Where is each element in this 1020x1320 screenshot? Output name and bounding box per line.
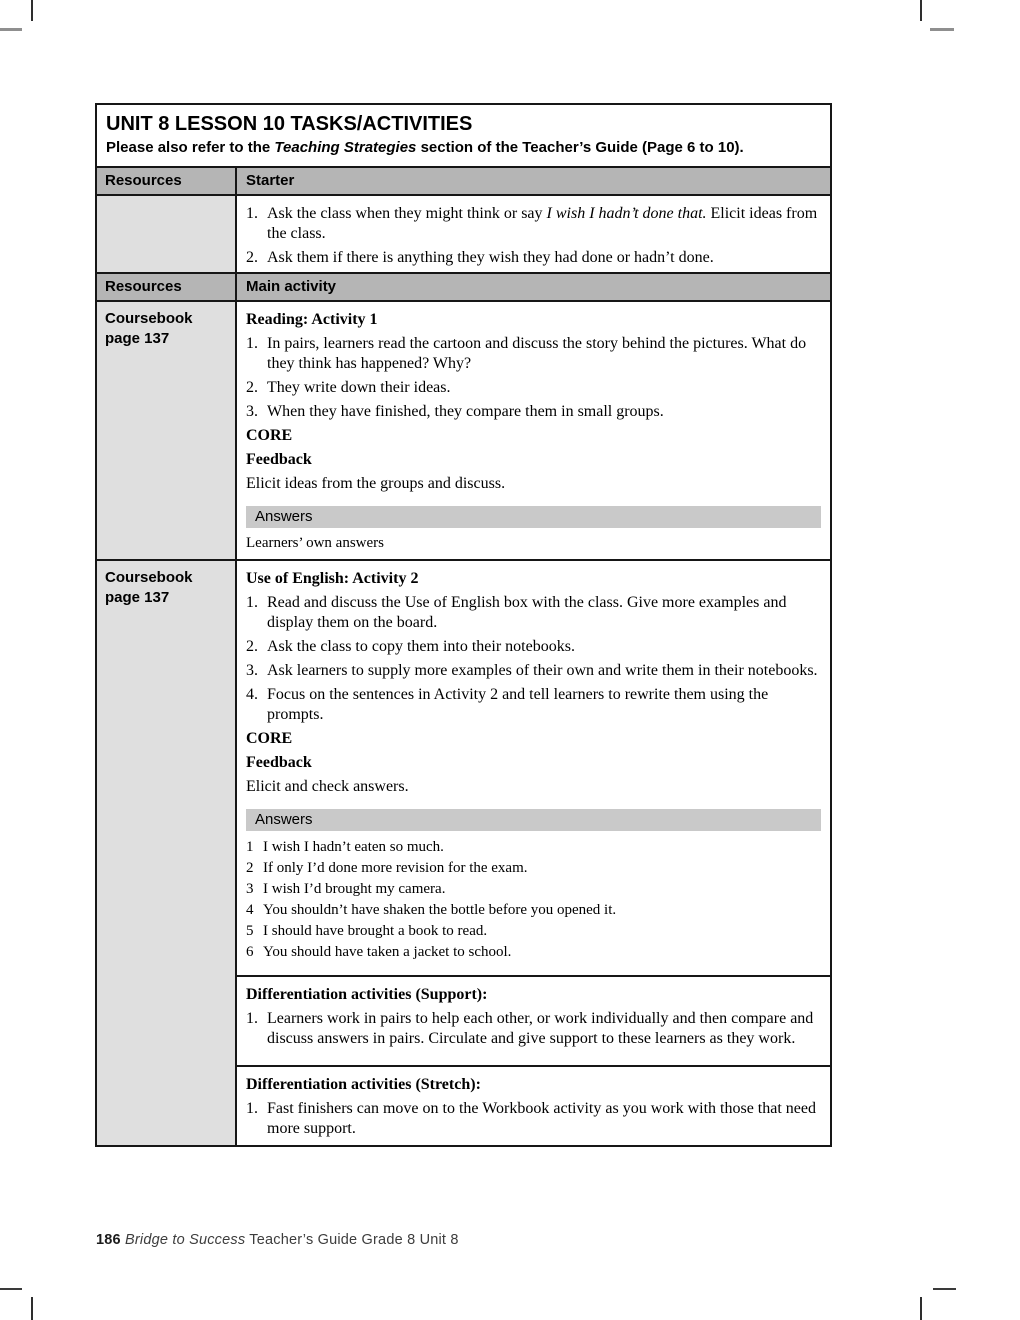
list-text: Focus on the sentences in Activity 2 and tell learners to rewrite them using the prompts. — [267, 685, 769, 723]
list-text: Ask the class to copy them into their notebooks. — [267, 637, 575, 655]
starter-resources-cell — [97, 196, 235, 272]
activity-heading: Reading: Activity 1 — [246, 310, 378, 328]
use-of-english-content-stack — [235, 561, 830, 1145]
crop-mark-top-left-horizontal — [0, 28, 22, 31]
use-item-3 — [246, 661, 821, 681]
answer-text: You should have taken a jacket to school. — [263, 943, 512, 960]
subtitle-suffix: section of the Teacher’s Guide (Page 6 to 10). — [416, 139, 744, 156]
feedback-text: Elicit ideas from the groups and discuss. — [246, 474, 506, 492]
answer-text: I wish I’d brought my camera. — [263, 880, 446, 897]
list-text: Ask the class when they might think or say I wish I hadn’t done that. Elicit ideas from the class. — [267, 204, 818, 242]
starter-item-2 — [246, 248, 821, 268]
differentiation-stretch-heading: Differentiation activities (Stretch): — [246, 1075, 481, 1093]
stretch-item-1 — [246, 1099, 821, 1139]
list-text: Ask learners to supply more examples of their own and write them in their notebooks. — [267, 661, 818, 679]
answer-text: You shouldn’t have shaken the bottle before you opened it. — [263, 901, 617, 918]
starter-section-header: Starter — [235, 168, 830, 194]
list-text: In pairs, learners read the cartoon and discuss the story behind the pictures. What do they think has happened? Why? — [267, 334, 807, 372]
list-number: 1. — [246, 334, 258, 352]
resource-page: page 137 — [105, 330, 170, 347]
answer-text: If only I’d done more revision for the exam. — [263, 859, 528, 876]
answer-text: I wish I hadn’t eaten so much. — [263, 838, 444, 855]
resources-column-header: Resources — [97, 274, 235, 300]
crop-mark-bottom-right-vertical — [920, 1297, 922, 1320]
crop-mark-top-right-horizontal — [930, 28, 954, 31]
resource-name: Coursebook — [105, 568, 193, 586]
list-text: Ask them if there is anything they wish they had done or hadn’t done. — [267, 248, 714, 266]
core-label: CORE — [246, 426, 293, 444]
answer-row-3 — [246, 879, 821, 900]
main-activity-section-header: Main activity — [235, 274, 830, 300]
activity-heading: Use of English: Activity 2 — [246, 569, 419, 587]
list-number: 1. — [246, 593, 258, 611]
starter-header-row — [97, 166, 830, 194]
page-title: UNIT 8 LESSON 10 TASKS/ACTIVITIES — [106, 113, 473, 135]
crop-mark-top-left-vertical — [31, 0, 33, 21]
reading-item-3 — [246, 402, 821, 422]
feedback-label: Feedback — [246, 753, 312, 771]
starter-activity-cell — [235, 196, 830, 272]
answer-row-5 — [246, 921, 821, 942]
reading-resources-cell — [97, 302, 235, 559]
list-number: 2. — [246, 248, 258, 266]
crop-mark-top-right-vertical — [920, 0, 922, 21]
table-title-block — [97, 105, 830, 166]
answer-number: 1 — [246, 838, 254, 855]
subtitle-italic: Teaching Strategies — [274, 139, 417, 156]
answers-bar: Answers — [246, 809, 821, 831]
answer-row-6 — [246, 942, 821, 963]
list-number: 1. — [246, 1099, 258, 1117]
list-text: Fast finishers can move on to the Workbook activity as you work with those that need more support. — [267, 1099, 816, 1137]
differentiation-support-cell — [237, 975, 830, 1065]
main-activity-header-row — [97, 272, 830, 300]
page-footer — [96, 1232, 459, 1248]
use-item-1 — [246, 593, 821, 633]
feedback-label: Feedback — [246, 450, 312, 468]
subtitle-prefix: Please also refer to the — [106, 139, 275, 156]
list-number: 3. — [246, 661, 258, 679]
crop-mark-bottom-left-vertical — [31, 1297, 33, 1320]
reading-activity-row — [97, 300, 830, 559]
reading-activity-cell — [235, 302, 830, 559]
use-item-2 — [246, 637, 821, 657]
resource-name: Coursebook — [105, 309, 193, 327]
reading-item-2 — [246, 378, 821, 398]
crop-mark-bottom-left-horizontal — [0, 1288, 22, 1290]
list-number: 1. — [246, 1009, 258, 1027]
reading-item-1 — [246, 334, 821, 374]
list-text: Learners work in pairs to help each other, or work individually and then compare and discuss answers in pairs. Circulate and give support to these learners as they work. — [267, 1009, 814, 1047]
list-number: 2. — [246, 637, 258, 655]
answer-number: 5 — [246, 922, 254, 939]
page-number: 186 — [96, 1232, 121, 1248]
resources-column-header: Resources — [97, 168, 235, 194]
use-of-english-row — [97, 559, 830, 1145]
answers-bar: Answers — [246, 506, 821, 528]
core-label: CORE — [246, 729, 293, 747]
differentiation-stretch-cell — [237, 1065, 830, 1145]
footer-suffix: Teacher’s Guide Grade 8 Unit 8 — [245, 1232, 459, 1248]
feedback-text: Elicit and check answers. — [246, 777, 409, 795]
resource-page: page 137 — [105, 589, 170, 606]
lesson-table — [95, 103, 832, 1147]
starter-item-1 — [246, 204, 821, 244]
crop-mark-bottom-right-horizontal — [933, 1288, 956, 1290]
list-number: 2. — [246, 378, 258, 396]
list-number: 1. — [246, 204, 258, 222]
answer-row-4 — [246, 900, 821, 921]
answer-number: 6 — [246, 943, 254, 960]
answer-number: 4 — [246, 901, 254, 918]
starter-content-row — [97, 194, 830, 272]
answers-text: Learners’ own answers — [246, 534, 384, 551]
use-of-english-activity-cell — [237, 561, 830, 975]
list-text: Read and discuss the Use of English box with the class. Give more examples and display them on the board. — [267, 593, 787, 631]
answer-number: 2 — [246, 859, 254, 876]
quoted-phrase: I wish I hadn’t done that. — [546, 204, 707, 222]
answer-row-1 — [246, 837, 821, 858]
answer-row-2 — [246, 858, 821, 879]
book-title: Bridge to Success — [125, 1232, 246, 1248]
use-of-english-resources-cell — [97, 561, 235, 1145]
use-item-4 — [246, 685, 821, 725]
list-text: When they have finished, they compare them in small groups. — [267, 402, 664, 420]
support-item-1 — [246, 1009, 821, 1049]
page-subtitle — [106, 139, 821, 158]
answer-text: I should have brought a book to read. — [263, 922, 488, 939]
list-number: 3. — [246, 402, 258, 420]
answer-number: 3 — [246, 880, 254, 897]
list-number: 4. — [246, 685, 258, 703]
list-text: They write down their ideas. — [267, 378, 451, 396]
differentiation-support-heading: Differentiation activities (Support): — [246, 985, 488, 1003]
